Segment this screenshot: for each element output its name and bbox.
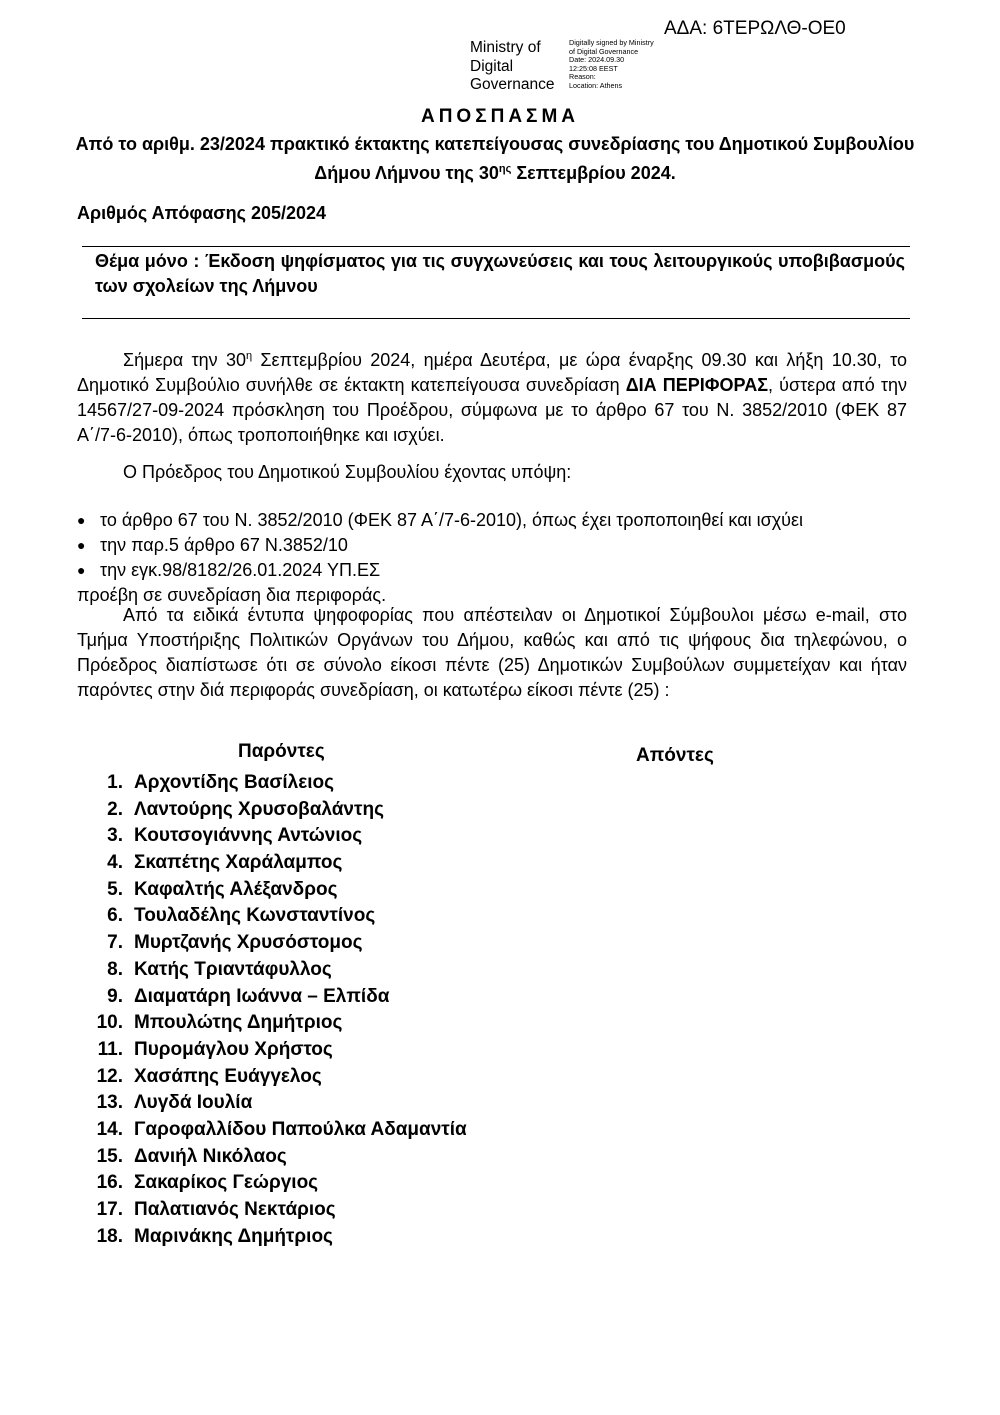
document-title: ΑΠΟΣΠΑΣΜΑ <box>420 106 579 127</box>
present-members-list <box>78 770 467 1250</box>
member-number: 3. <box>107 825 123 847</box>
signature-line: Reason: <box>569 72 596 82</box>
member-name: Χασάπης Ευάγγελος <box>134 1065 322 1087</box>
divider-top <box>82 246 910 247</box>
attendance-paragraph: Από τα ειδικά έντυπα ψηφοφορίας που απέστειλαν οι Δημοτικοί Σύμβουλοι μέσω e-mail, στο Τμήμα Υποστήριξης Πολιτικών Οργάνων του Δήμου, καθώς και από τις ψήφους δια τηλεφώνου, ο Πρόεδρος διαπίστωσε ότι σε σύνολο είκοσι πέντε (25) Δημοτικών Συμβούλων συμμετείχαν και ήταν παρόντες στην διά περιφοράς συνεδρίαση, οι κατωτέρω είκοσι πέντε (25) : <box>77 605 907 700</box>
member-name: Μαρινάκης Δημήτριος <box>134 1225 333 1247</box>
member-row <box>78 1197 467 1224</box>
member-number: 6. <box>107 905 123 927</box>
member-name: Πυρομάγλου Χρήστος <box>134 1038 333 1060</box>
member-number: 2. <box>107 798 123 820</box>
list-item <box>77 558 907 583</box>
member-number: 8. <box>107 958 123 980</box>
member-number: 16. <box>96 1172 123 1194</box>
member-row <box>78 850 467 877</box>
member-name: Σακαρίκος Γεώργιος <box>134 1172 319 1194</box>
member-row <box>78 1117 467 1144</box>
member-number: 12. <box>96 1065 123 1087</box>
member-row <box>78 1037 467 1064</box>
member-row <box>78 1010 467 1037</box>
member-name: Αρχοντίδης Βασίλειος <box>134 772 334 793</box>
proceeded-line: προέβη σε συνεδρίαση δια περιφοράς. <box>77 585 387 605</box>
member-number: 10. <box>96 1012 123 1034</box>
member-name: Γαροφαλλίδου Παπούλκα Αδαμαντία <box>134 1118 467 1140</box>
signature-line: 12:25:08 EEST <box>569 63 618 73</box>
signature-line: Location: Athens <box>569 80 623 90</box>
member-row <box>78 770 467 797</box>
intro-text: Σήμερα την 30 <box>123 350 246 370</box>
document-subtitle <box>70 132 920 186</box>
member-number: 14. <box>96 1118 123 1140</box>
member-number: 1. <box>107 772 123 793</box>
member-number: 9. <box>107 985 123 1007</box>
member-number: 13. <box>96 1092 123 1114</box>
decision-number: Αριθμός Απόφασης 205/2024 <box>77 203 327 223</box>
member-row <box>78 1064 467 1091</box>
member-name: Τουλαδέλης Κωνσταντίνος <box>134 905 376 927</box>
intro-bold: ΔΙΑ ΠΕΡΙΦΟΡΑΣ <box>625 375 769 395</box>
absent-heading: Απόντες <box>636 745 714 766</box>
member-name: Δανιήλ Νικόλαος <box>134 1145 287 1167</box>
intro-text: Σεπτεμβρίου 2024, ημέρα Δευτέρα, με ώρα έναρξης 09.30 και λήξη 10.30, το Δημοτικό Συμβούλιο συνήλθε σε έκτακτη κατεπείγουσα συνεδρίαση <box>77 350 907 395</box>
member-name: Κουτσογιάννης Αντώνιος <box>134 825 363 847</box>
divider-bottom <box>82 318 910 319</box>
bullet-icon: ● <box>77 537 86 553</box>
member-row <box>78 1170 467 1197</box>
member-name: Λυγδά Ιουλία <box>134 1092 253 1114</box>
bullet-icon: ● <box>77 512 86 528</box>
member-number: 11. <box>97 1038 123 1060</box>
digital-signature-details <box>569 39 654 91</box>
member-row <box>78 1144 467 1171</box>
member-row <box>78 823 467 850</box>
ada-code: ΑΔΑ: 6ΤΕΡΩΛΘ-ΟΕ0 <box>664 18 846 39</box>
member-number: 5. <box>107 878 123 900</box>
list-item-text: την εγκ.98/8182/26.01.2024 ΥΠ.ΕΣ <box>100 560 381 580</box>
member-row <box>78 1090 467 1117</box>
member-row <box>78 930 467 957</box>
signer-line: Ministry of <box>470 39 541 56</box>
considerations-intro: Ο Πρόεδρος του Δημοτικού Συμβουλίου έχοντας υπόψη: <box>123 462 572 482</box>
member-name: Μπουλώτης Δημήτριος <box>134 1012 343 1034</box>
member-name: Καφαλτής Αλέξανδρος <box>134 878 338 900</box>
intro-paragraph <box>77 344 907 448</box>
signature-line: Date: 2024.09.30 <box>569 55 625 65</box>
member-number: 15. <box>96 1145 123 1167</box>
signer-line: Governance <box>470 76 555 93</box>
subtitle-text-end: Σεπτεμβρίου 2024. <box>511 163 676 183</box>
member-row <box>78 957 467 984</box>
present-heading: Παρόντες <box>238 741 325 762</box>
subtitle-superscript: ης <box>498 163 512 175</box>
subtitle-text: Από το αριθμ. 23/2024 πρακτικό έκτακτης κατεπείγουσας συνεδρίασης του Δημοτικού Συμβουλίου Δήμου Λήμνου της 30 <box>75 134 915 183</box>
member-row <box>78 1224 467 1251</box>
member-row <box>78 877 467 904</box>
member-name: Διαματάρη Ιωάννα – Ελπίδα <box>134 985 390 1007</box>
member-number: 4. <box>107 852 123 874</box>
member-name: Κατής Τριαντάφυλλος <box>134 958 332 980</box>
member-number: 17. <box>96 1199 123 1220</box>
considerations-list <box>77 508 907 583</box>
topic: Θέμα μόνο : Έκδοση ψηφίσματος για τις συγχωνεύσεις και τους λειτουργικούς υποβιβασμούς των σχολείων της Λήμνου <box>95 251 905 296</box>
intro-superscript: η <box>245 350 253 362</box>
member-name: Σκαπέτης Χαράλαμπος <box>134 852 343 874</box>
bullet-icon: ● <box>77 562 86 578</box>
member-row <box>78 984 467 1011</box>
signer-name <box>470 39 554 95</box>
list-item-text: την παρ.5 άρθρο 67 Ν.3852/10 <box>100 535 348 555</box>
member-number: 7. <box>107 932 123 954</box>
list-item <box>77 508 907 533</box>
member-row <box>78 797 467 824</box>
signature-line: Digitally signed by Ministry <box>569 38 654 47</box>
member-number: 18. <box>96 1225 123 1247</box>
signer-line: Digital <box>470 57 514 75</box>
list-item-text: το άρθρο 67 του Ν. 3852/2010 (ΦΕΚ 87 Α΄/7-6-2010), όπως έχει τροποποιηθεί και ισχύει <box>100 510 804 530</box>
member-row <box>78 903 467 930</box>
intro-text: , ύστερα από την 14567/27-09-2024 πρόσκληση του Προέδρου, σύμφωνα με το άρθρο 67 του Ν. 3852/2010 (ΦΕΚ 87 Α΄/7-6-2010), όπως τροποποιήθηκε και ισχύει. <box>77 375 907 445</box>
member-name: Λαντούρης Χρυσοβαλάντης <box>134 798 384 820</box>
signature-line: of Digital Governance <box>569 46 639 56</box>
member-name: Μυρτζανής Χρυσόστομος <box>134 932 363 954</box>
member-name: Παλατιανός Νεκτάριος <box>134 1199 336 1220</box>
list-item <box>77 533 907 558</box>
